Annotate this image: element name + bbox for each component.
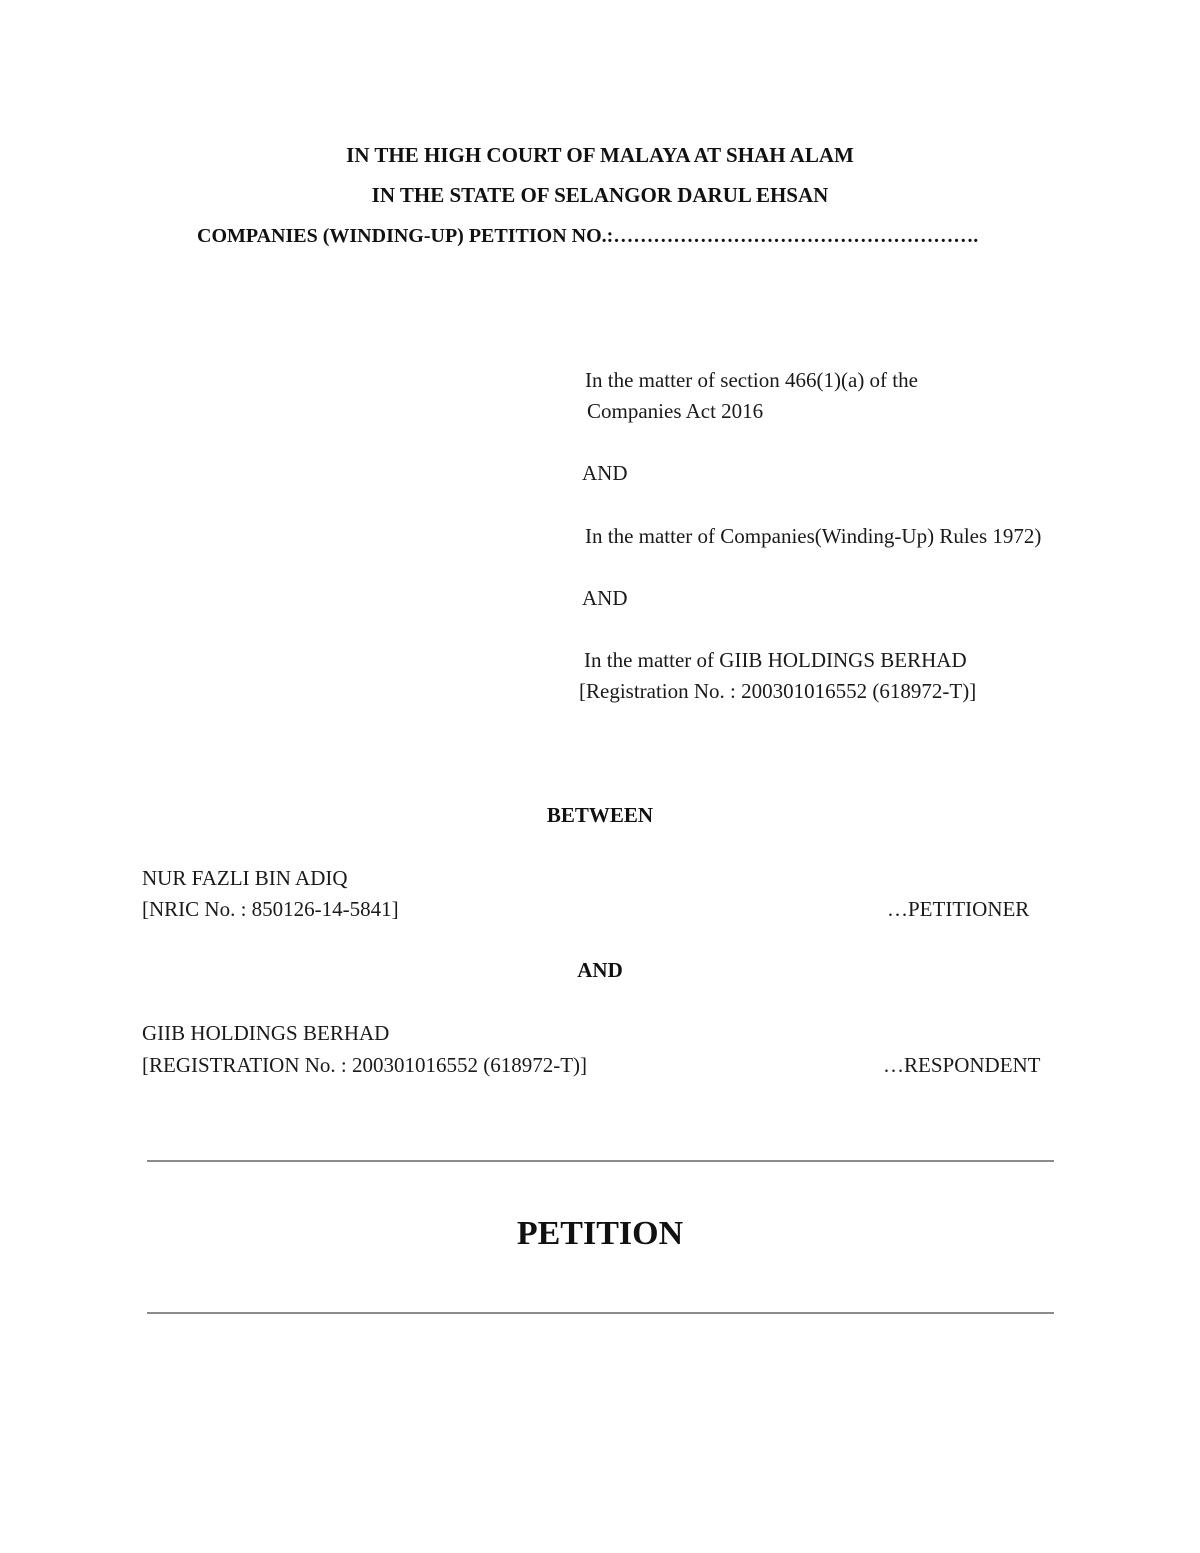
matter-1-line-2: Companies Act 2016	[587, 399, 764, 423]
matter-3-line-2: [Registration No. : 200301016552 (618972-T)]	[579, 679, 977, 703]
state-heading: IN THE STATE OF SELANGOR DARUL EHSAN	[371, 183, 829, 207]
petitioner-name: NUR FAZLI BIN ADIQ	[142, 866, 348, 890]
bottom-divider	[147, 1312, 1054, 1314]
respondent-name: GIIB HOLDINGS BERHAD	[142, 1021, 390, 1045]
respondent-role: …RESPONDENT	[883, 1053, 1041, 1077]
matter-and-1: AND	[582, 461, 628, 485]
petitioner-id: [NRIC No. : 850126-14-5841]	[142, 897, 399, 921]
top-divider	[147, 1160, 1054, 1162]
respondent-id: [REGISTRATION No. : 200301016552 (618972-T)]	[142, 1053, 588, 1077]
matter-3-line-1: In the matter of GIIB HOLDINGS BERHAD	[584, 648, 967, 672]
document-title: PETITION	[516, 1215, 684, 1252]
matter-2-line-1: In the matter of Companies(Winding-Up) Rules 1972)	[585, 524, 1042, 548]
matter-1-line-1: In the matter of section 466(1)(a) of the	[585, 368, 918, 392]
between-label: BETWEEN	[546, 803, 654, 827]
petition-number-line: COMPANIES (WINDING-UP) PETITION NO.:……………………………………………….	[197, 225, 979, 247]
petitioner-role: …PETITIONER	[887, 897, 1030, 921]
parties-and-label: AND	[577, 958, 623, 982]
court-heading: IN THE HIGH COURT OF MALAYA AT SHAH ALAM	[346, 143, 854, 167]
matter-and-2: AND	[582, 586, 628, 610]
